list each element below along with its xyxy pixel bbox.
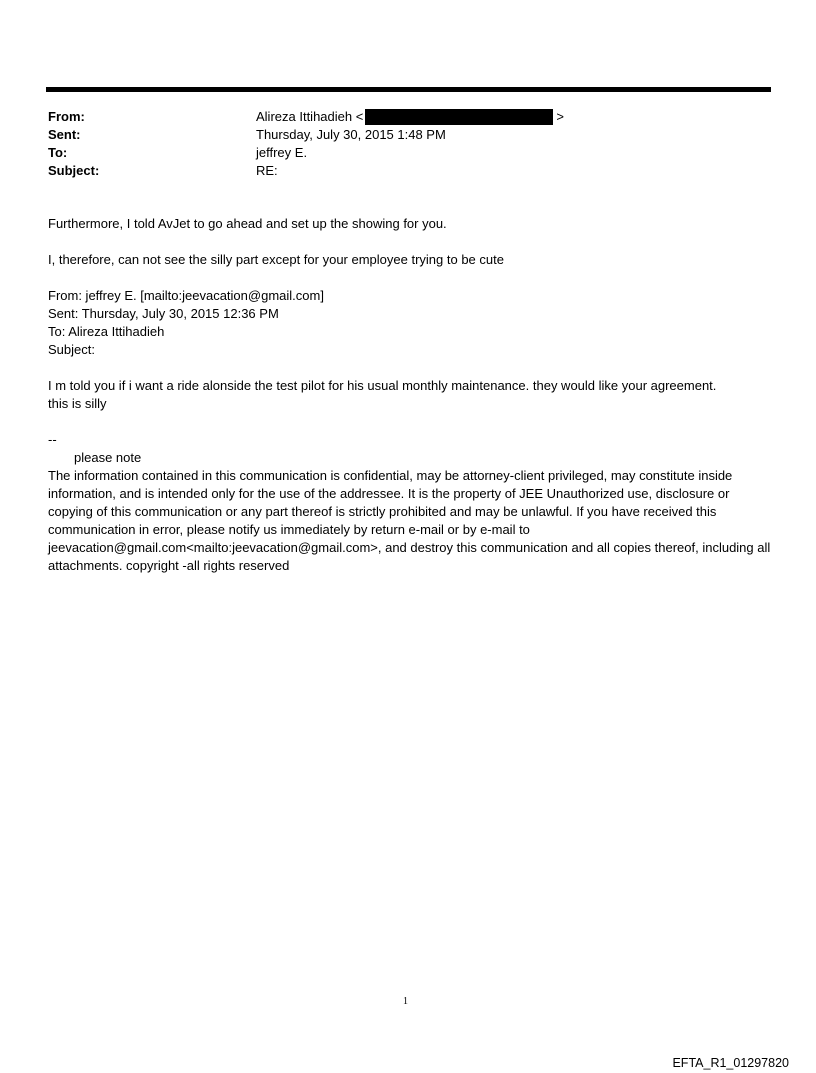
to-row <box>48 144 768 162</box>
quoted-from: From: jeffrey E. [mailto:jeevacation@gmail.com] <box>48 288 324 303</box>
subject-value: RE: <box>256 163 278 178</box>
quoted-header <box>48 287 773 359</box>
please-note: please note <box>74 450 142 465</box>
from-row <box>48 108 768 126</box>
from-name: Alireza Ittihadieh < <box>256 109 364 124</box>
quoted-sent: Sent: Thursday, July 30, 2015 12:36 PM <box>48 306 279 321</box>
quoted-body-line-1: I m told you if i want a ride alonside the test pilot for his usual monthly maintenance. they would like your agreement. <box>48 378 717 393</box>
to-label: To: <box>48 145 68 160</box>
from-close-bracket: > <box>556 109 564 124</box>
quoted-to: To: Alireza Ittihadieh <box>48 324 165 339</box>
subject-label: Subject: <box>48 163 100 178</box>
reply-line-1: Furthermore, I told AvJet to go ahead and set up the showing for you. <box>48 216 447 231</box>
from-value <box>256 108 564 126</box>
sent-value: Thursday, July 30, 2015 1:48 PM <box>256 127 446 142</box>
reply-line-2: I, therefore, can not see the silly part except for your employee trying to be cute <box>48 252 504 267</box>
to-value: jeffrey E. <box>256 145 308 160</box>
confidentiality-disclaimer: The information contained in this communication is confidential, may be attorney-client privileged, may constitute inside information, and is intended only for the use of the addressee. It is the property of JEE Unauthorized use, disclosure or copying of this communication or any part thereof is strictly prohibited and may be unlawful. If you have received this communication in error, please notify us immediately by return e-mail or by e-mail to jeevacation@gmail.com<mailto:jeevacation@gmail.com>, and destroy this communication and all copies thereof, including all attachments. copyright -all rights reserved <box>48 468 771 573</box>
quoted-body-line-2: this is silly <box>48 396 107 411</box>
from-label: From: <box>48 109 85 124</box>
header-rule <box>46 87 771 92</box>
signature-dashes: -- <box>48 432 57 447</box>
signature <box>48 431 773 575</box>
quoted-subject: Subject: <box>48 342 95 357</box>
sent-label: Sent: <box>48 127 81 142</box>
page-number: 1 <box>403 996 408 1007</box>
redaction-box <box>365 109 553 125</box>
subject-row <box>48 162 768 180</box>
sent-row <box>48 126 768 144</box>
email-header <box>48 108 768 180</box>
quoted-body <box>48 377 773 413</box>
bates-number: EFTA_R1_01297820 <box>672 1056 789 1070</box>
